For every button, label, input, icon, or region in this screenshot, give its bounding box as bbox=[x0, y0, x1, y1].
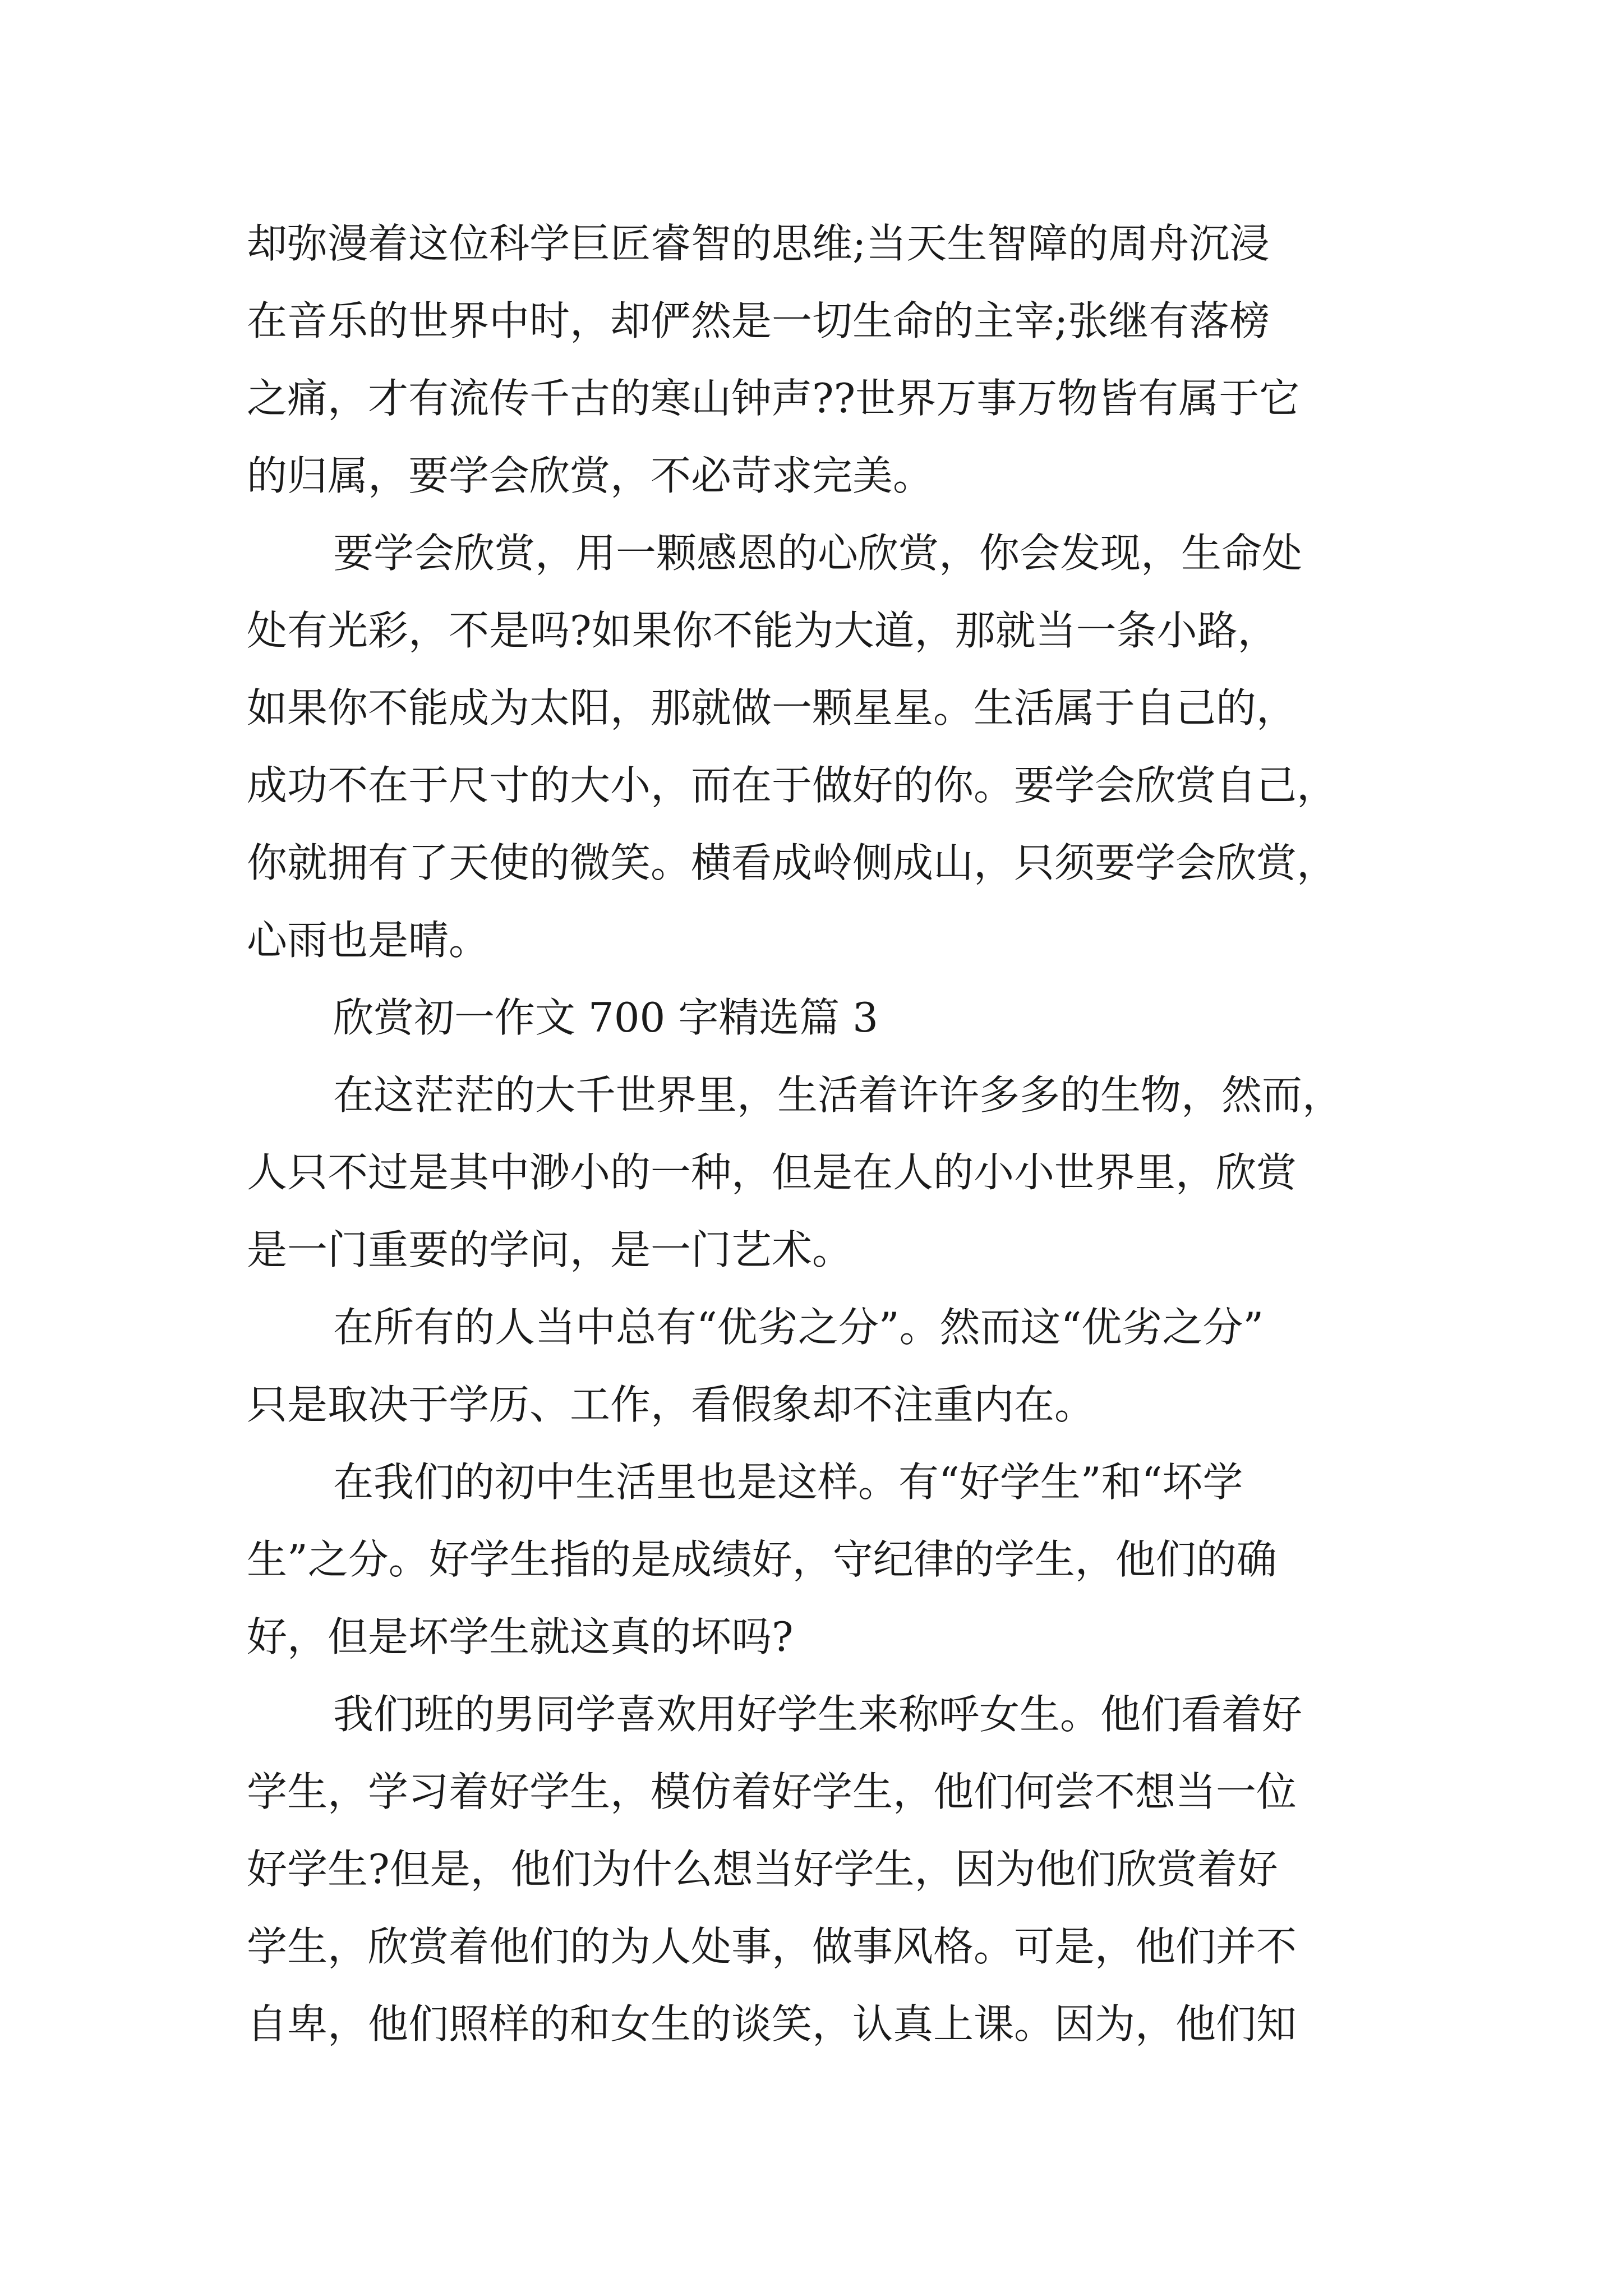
text-line: 自卑，他们照样的和女生的谈笑，认真上课。因为，他们知 bbox=[247, 2000, 1297, 2047]
text-line: 却弥漫着这位科学巨匠睿智的思维;当天生智障的周舟沉浸 bbox=[247, 220, 1270, 267]
text-line: 如果你不能成为太阳，那就做一颗星星。生活属于自己的， bbox=[247, 684, 1297, 731]
text-line: 好，但是坏学生就这真的坏吗? bbox=[247, 1613, 794, 1660]
text-line: 好学生?但是，他们为什么想当好学生，因为他们欣赏着好 bbox=[247, 1846, 1278, 1893]
text-line: 在这茫茫的大千世界里，生活着许许多多的生物，然而， bbox=[333, 1071, 1343, 1119]
text-line: 的归属，要学会欣赏，不必苛求完美。 bbox=[247, 452, 934, 499]
text-line: 学生，欣赏着他们的为人处事，做事风格。可是，他们并不 bbox=[247, 1923, 1297, 1970]
document-body bbox=[247, 205, 1374, 2063]
text-line: 你就拥有了天使的微笑。横看成岭侧成山，只须要学会欣赏， bbox=[247, 839, 1338, 886]
text-line: 处有光彩，不是吗?如果你不能为大道，那就当一条小路， bbox=[247, 607, 1278, 654]
text-line: 在我们的初中生活里也是这样。有“好学生”和“坏学 bbox=[333, 1458, 1243, 1506]
text-line: 在音乐的世界中时，却俨然是一切生命的主宰;张继有落榜 bbox=[247, 297, 1270, 344]
section-heading: 欣赏初一作文 700 字精选篇 3 bbox=[333, 994, 878, 1041]
text-line: 学生，学习着好学生，模仿着好学生，他们何尝不想当一位 bbox=[247, 1768, 1297, 1815]
text-line: 要学会欣赏，用一颗感恩的心欣赏，你会发现，生命处 bbox=[333, 530, 1303, 577]
text-line: 成功不在于尺寸的大小，而在于做好的你。要学会欣赏自己， bbox=[247, 762, 1338, 809]
text-line: 在所有的人当中总有“优劣之分”。然而这“优劣之分” bbox=[333, 1304, 1264, 1351]
text-line: 心雨也是晴。 bbox=[247, 917, 490, 964]
text-line: 只是取决于学历、工作，看假象却不注重内在。 bbox=[247, 1381, 1095, 1428]
text-line: 之痛，才有流传千古的寒山钟声??世界万事万物皆有属于它 bbox=[247, 375, 1300, 422]
text-line: 人只不过是其中渺小的一种，但是在人的小小世界里，欣赏 bbox=[247, 1149, 1297, 1196]
text-line: 生”之分。好学生指的是成绩好，守纪律的学生，他们的确 bbox=[247, 1536, 1277, 1583]
text-line: 我们班的男同学喜欢用好学生来称呼女生。他们看着好 bbox=[333, 1691, 1303, 1738]
text-line: 是一门重要的学问，是一门艺术。 bbox=[247, 1226, 853, 1273]
